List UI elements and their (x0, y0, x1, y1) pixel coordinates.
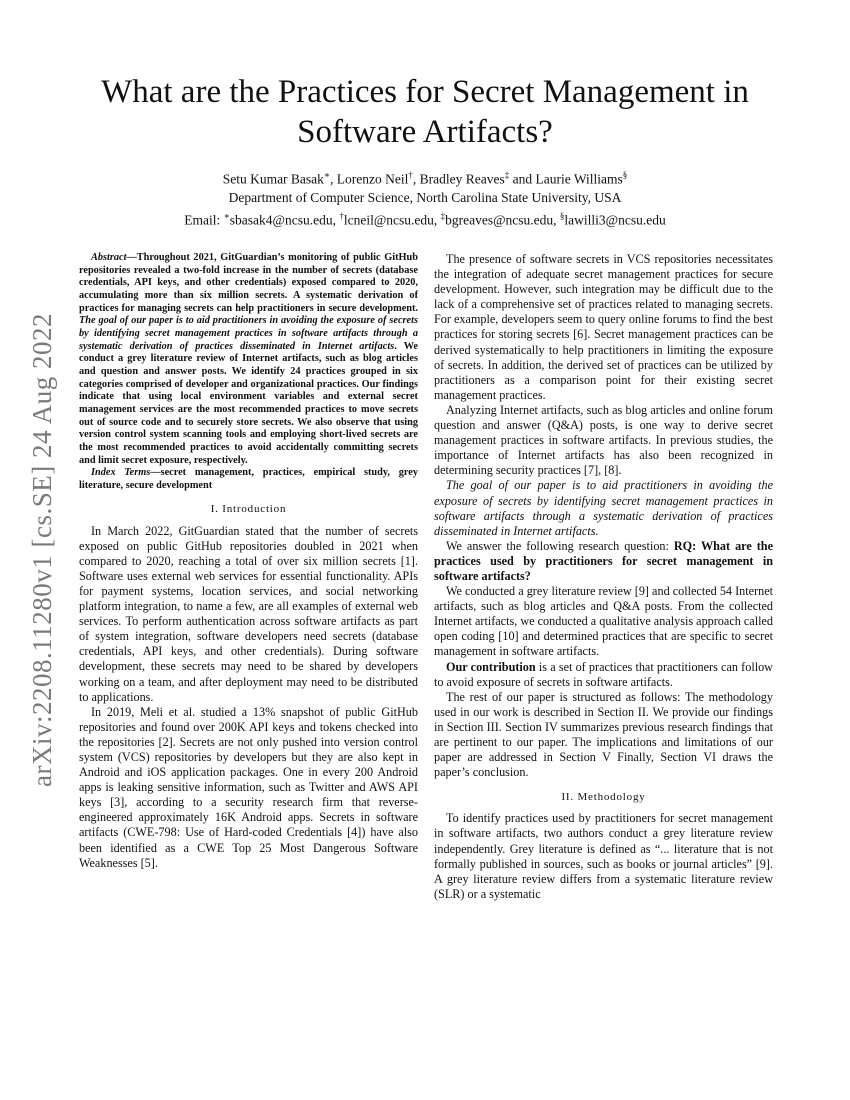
affiliation: Department of Computer Science, North Carolina State University, USA (228, 189, 622, 205)
email-3-mark: ‡ (440, 210, 446, 221)
index-terms-text: secret management, practices, empirical study, grey literature, secure development (79, 467, 418, 491)
email-line (60, 207, 790, 230)
research-question-paragraph (434, 539, 773, 584)
right-column (434, 252, 773, 902)
paper-title (60, 72, 790, 152)
author-names (60, 166, 790, 189)
section-heading-methodology: II. Methodology (561, 791, 646, 804)
arxiv-sidebar-stamp: arXiv:2208.11280v1 [cs.SE] 24 Aug 2022 (27, 313, 57, 787)
intro-paragraph-1: In March 2022, GitGuardian stated that the number of secrets exposed on public GitHub repositories doubled in 2021 when compared to 2020, reaching a total of over six million secrets [1]. Software uses external web services for essential functionality. APIs for payment systems, location services, and social networking platform integration, to name a few, are all examples of external web services. To perform authentication across software artifacts as part of system integration, software developers need secrets (database credentials, API keys, and other credentials). During software development, these secrets may need to be shared by developers working on a team, and after deployment may need to be distributed to applications. (79, 523, 418, 704)
abstract-text-2: . We conduct a grey literature review of Internet artifacts, such as blog articles and question and answer posts. We identify 24 practices grouped in six categories comprised of developer and organizational practices. Our findings indicate that using local environment variables and external secret management services are the most recommended practices to move secrets out of source code and to securely store secrets. We also observe that using version control system scanning tools and employing short-lived secrets are the most recommended practices to avoid accidentally committing secrets and limit secret exposure, respectively. (79, 340, 419, 466)
abstract-dash: — (126, 252, 137, 263)
author-2: Lorenzo Neil (336, 171, 409, 187)
section-heading-introduction: I. Introduction (210, 503, 287, 516)
goal-statement: The goal of our paper is to aid practitioners in avoiding the exposure of secrets by identifying secret management practices in software artifacts through a systematic derivation of practices disseminated in Internet artifacts. (434, 478, 773, 538)
separator: , (412, 171, 420, 187)
right-paragraph-7: The rest of our paper is structured as follows: The methodology used in our work is described in Section II. We provide our findings in Section III. Section IV summarizes previous research findings that are pertinent to our paper. The implications and limitations of our paper are addressed in Section V Finally, Section VI draws the paper’s conclusion. (434, 689, 773, 780)
index-terms-dash: — (150, 467, 161, 479)
abstract-text-1: Throughout 2021, GitGuardian’s monitoring of public GitHub repositories revealed a two-fold increase in the number of secrets (database credentials, API keys, and other credentials) exposed compared to 2020, accumulating more than six million secrets. A systematic derivation of practices for managing secrets can help practitioners in secure development. (79, 252, 418, 314)
author-1-mark: ∗ (323, 170, 331, 180)
title-line-1: What are the Practices for Secret Management in (101, 74, 749, 110)
separator: , (330, 171, 337, 187)
abstract-label: Abstract (91, 252, 127, 263)
right-paragraph-2: Analyzing Internet artifacts, such as blog articles and online forum question and answer (Q&A) posts, is one way to derive secret management practices in software artifacts. In previous studies, the importance of Internet artifacts has also been recognized in determining security practices [7], [8]. (434, 402, 773, 478)
abstract-goal: The goal of our paper is to aid practitioners in avoiding the exposure of secrets by identifying secret management practices in software artifacts through a systematic derivation of practices disseminated in Internet artifacts (79, 315, 418, 352)
author-3: Bradley Reaves (419, 171, 505, 187)
email-2-mark: † (339, 210, 344, 221)
abstract-paragraph (79, 252, 418, 467)
contribution-text: is a set of practices that practitioners can follow to avoid exposure of secrets in software artifacts. (434, 659, 773, 689)
email-4: lawilli3@ncsu.edu (564, 212, 666, 227)
methodology-paragraph-1: To identify practices used by practitioners for secret management in software artifacts, two authors conduct a grey literature review independently. Grey literature is defined as “... literature that is not formally published in sources, such as books or journal articles” [9]. A grey literature review differs from a systematic literature review (SLR) or a systematic (434, 811, 773, 901)
title-line-2: Software Artifacts? (297, 114, 553, 150)
author-4-mark: § (622, 170, 628, 180)
abstract (79, 252, 418, 492)
email-1: sbasak4@ncsu.edu, (229, 212, 340, 227)
rq-intro: We answer the following research question: (446, 538, 674, 553)
index-terms (79, 467, 418, 492)
index-terms-label: Index Terms (91, 467, 151, 479)
separator-and: and (509, 171, 536, 187)
author-3-mark: ‡ (504, 170, 510, 180)
contribution-label: Our contribution (446, 659, 536, 674)
author-2-mark: † (408, 170, 413, 180)
intro-paragraph-2: In 2019, Meli et al. studied a 13% snapshot of public GitHub repositories and found over 200K API keys and tokens checked into the repositories [2]. Secrets are not only pushed into version control system (VCS) repositories by developers but they are also kept in Android and iOS application packages. One in every 200 Android apps is leaking sensitive information, such as Twitter and AWS API keys [3], according to a security research firm that reverse-engineered approximately 16K Android apps. Secrets in software artifacts (CWE-798: Use of Hard-coded Credentials [4]) have also been identified as a CWE Top 25 Most Dangerous Software Weaknesses [5]. (79, 704, 418, 870)
email-prefix: Email: (184, 212, 224, 227)
right-paragraph-5: We conducted a grey literature review [9] and collected 54 Internet artifacts, such as blog articles and Q&A posts. From the collected Internet artifacts, we conducted a qualitative analysis approach called open coding [10] and determined practices that are specific to secret management in software artifacts. (434, 584, 773, 659)
contribution-paragraph (434, 660, 773, 690)
right-paragraph-1: The presence of software secrets in VCS repositories necessitates the integration of adequate secret management practices for secure development. However, such integration may be difficult due to the lack of a comprehensive set of practices related to managing secrets. For example, developers seem to query online forums to find the best practices for storing secrets [6]. Secret management practices can be derived systematically to help practitioners in limiting the exposure of secrets. In addition, the derived set of practices can be utilized by practitioners as a comparison point for their existing secret management practices. (434, 252, 773, 402)
author-1: Setu Kumar Basak (222, 171, 324, 187)
email-3: bgreaves@ncsu.edu, (445, 212, 560, 227)
research-question: RQ: What are the practices used by practitioners for secret management in software artifacts? (434, 538, 773, 583)
author-block (60, 166, 790, 229)
email-4-mark: § (559, 210, 565, 221)
author-4: Laurie Williams (535, 171, 623, 187)
email-1-mark: ∗ (223, 210, 230, 221)
left-column (79, 252, 418, 871)
email-2: lcneil@ncsu.edu, (343, 212, 441, 227)
